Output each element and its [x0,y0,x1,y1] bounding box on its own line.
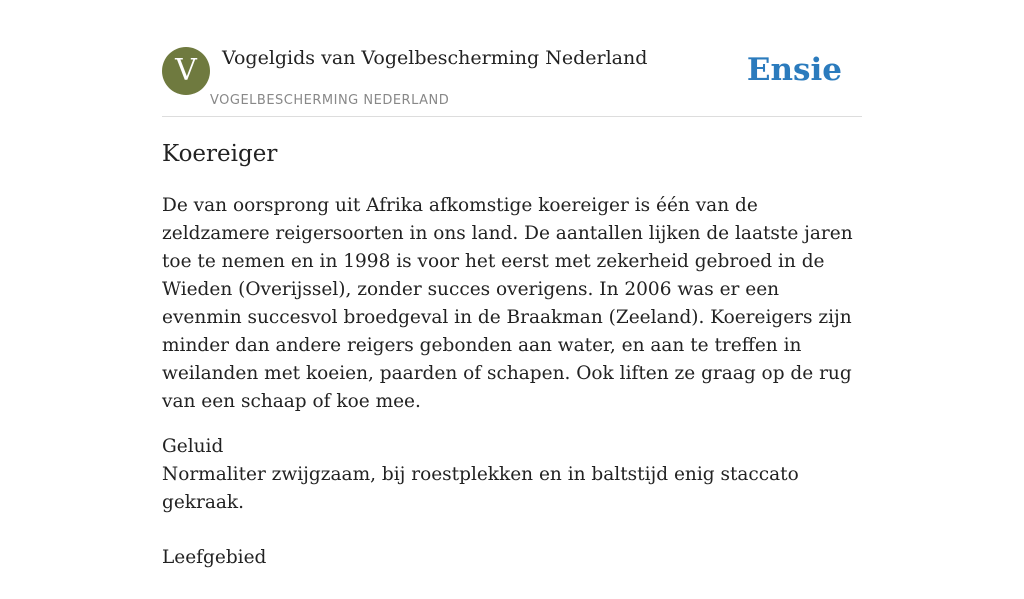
section-heading: Leefgebied [162,547,267,568]
entry-paragraph: De van oorsprong uit Afrika afkomstige koereiger is één van de zeldzamere reigersoorten in ons land. De aantallen lijken de laatste jaren toe te nemen en in 1998 is voor het eerst met zekerheid gebroed in de Wieden (Overijssel), zonder succes overigens. In 2006 was er een evenmin succesvol broedgeval in de Braakman (Zeeland). Koereigers zijn minder dan andere reigers gebonden aan water, en aan te treffen in weilanden met koeien, paarden of schapen. Ook liften ze graag op de rug van een schaap of koe mee. [162,195,853,412]
source-subtitle[interactable]: VOGELBESCHERMING NEDERLAND [210,93,450,108]
section-leefgebied [162,544,862,572]
entry-title: Koereiger [162,141,278,167]
ensie-logo-link[interactable]: Ensie [746,52,842,88]
source-avatar[interactable]: V [162,47,210,95]
source-header [162,46,862,117]
entry-content [162,138,862,599]
section-heading: Geluid [162,436,224,457]
section-text: Normaliter zwijgzaam, bij roestplekken en in baltstijd enig staccato gekraak. [162,464,799,513]
source-title[interactable]: Vogelgids van Vogelbescherming Nederland [222,47,648,69]
section-geluid [162,433,862,517]
